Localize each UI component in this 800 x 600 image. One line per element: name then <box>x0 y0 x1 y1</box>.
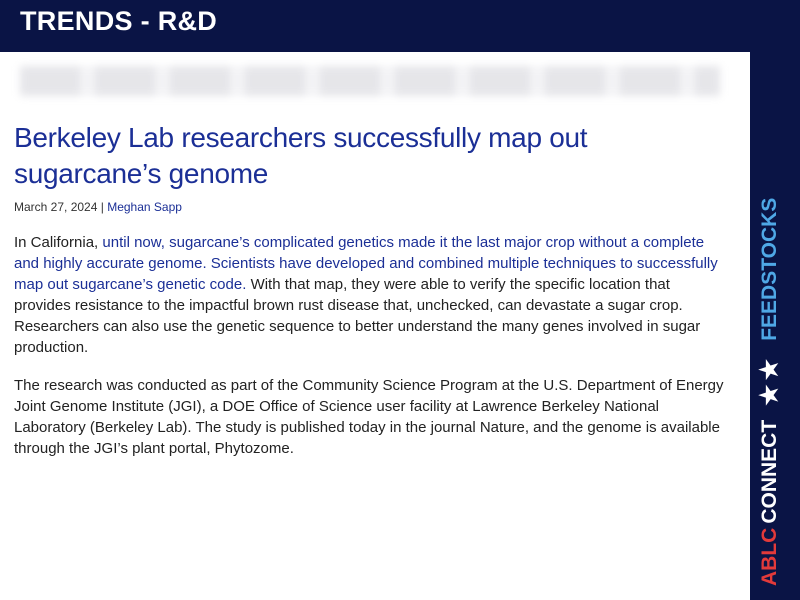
article <box>14 120 724 459</box>
blurred-banner <box>20 66 720 96</box>
stars-icon: ★★ <box>756 354 783 406</box>
sidebar-branding <box>755 198 784 586</box>
article-date: March 27, 2024 <box>14 200 98 214</box>
article-meta <box>14 200 724 214</box>
article-headline[interactable]: Berkeley Lab researchers successfully map out sugarcane’s genome <box>14 122 588 189</box>
header-bar <box>0 0 750 52</box>
author-link[interactable]: Meghan Sapp <box>107 200 182 214</box>
section-label: FEEDSTOCKS <box>757 197 781 341</box>
paragraph-lead: In California, <box>14 234 99 251</box>
article-paragraph-1 <box>14 232 724 358</box>
paragraph-link[interactable]: until now, sugarcane’s complicated genetics made it the last major crop without a complete and highly accurate genome. Scientists have developed and combined multiple techniques to successfully map out sugarcane’s genetic code. <box>14 234 718 293</box>
brand-connect: CONNECT <box>757 419 781 524</box>
sidebar <box>750 0 800 600</box>
paragraph-body: With that map, they were able to verify the specific location that provides resistance to the impactful brown rust disease that, unchecked, can devastate a sugar crop. Researchers can also use the genetic sequence to better understand the many genes involved in sugar production. <box>14 276 701 356</box>
article-paragraph-2: The research was conducted as part of the Community Science Program at the U.S. Department of Energy Joint Genome Institute (JGI), a DOE Office of Science user facility at Lawrence Berkeley National Laboratory (Berkeley Lab). The study is published today in the journal Nature, and the genome is available through the JGI’s plant portal, Phytozome. <box>14 377 724 457</box>
meta-separator: | <box>100 200 104 214</box>
brand-abl: ABLC <box>757 527 781 586</box>
header-title: TRENDS - R&D <box>20 6 218 36</box>
